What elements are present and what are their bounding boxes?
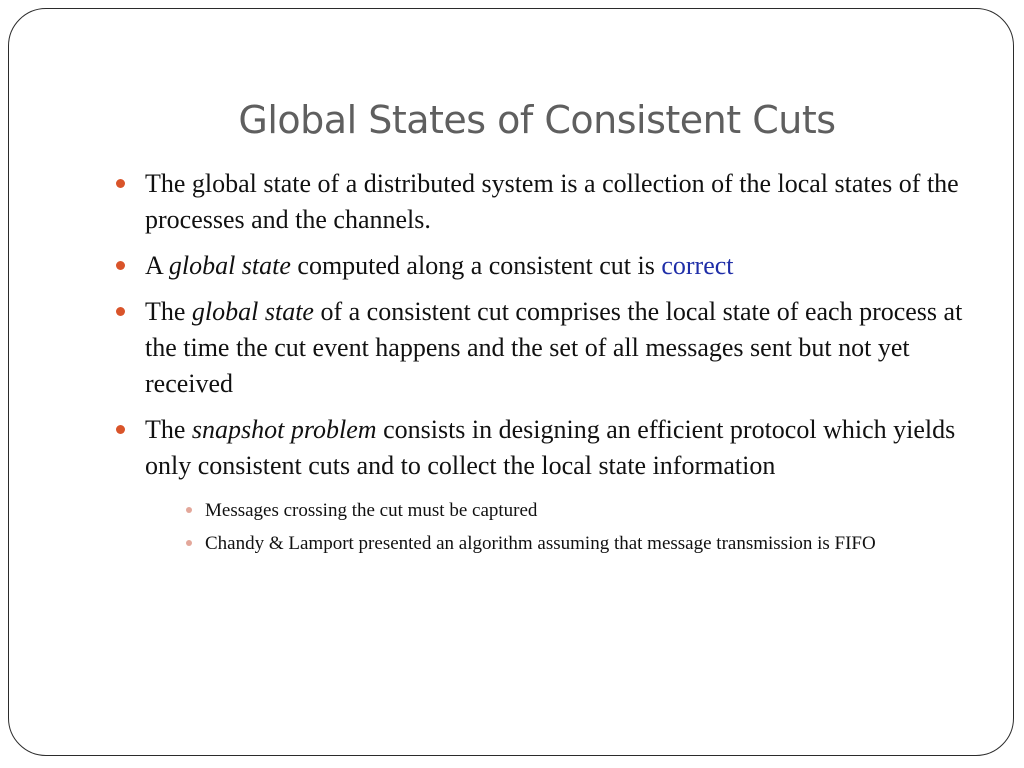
bullet-dot-icon — [116, 261, 125, 270]
bullet-text-part: computed along a consistent cut is — [290, 251, 662, 280]
bullet-item — [116, 248, 966, 284]
bullet-text-part: A — [145, 251, 169, 280]
bullet-dot-icon — [116, 307, 125, 316]
sub-bullet-text: Messages crossing the cut must be captured — [205, 500, 538, 521]
sub-bullet-dot-icon — [186, 540, 192, 546]
bullet-text-part: consists in designing an efficient protocol which yields only consistent cuts and to collect the local state information — [145, 415, 956, 480]
bullet-item — [116, 166, 966, 238]
sub-bullet-item — [186, 531, 966, 556]
bullet-dot-icon — [116, 179, 125, 188]
bullet-text: The global state of a distributed system is a collection of the local states of the processes and the channels. — [145, 169, 959, 234]
bullet-text-part: The — [145, 297, 192, 326]
bullet-item — [116, 412, 966, 484]
bullet-item — [116, 294, 966, 402]
bullet-dot-icon — [116, 425, 125, 434]
bullet-italic-term: global state — [168, 251, 291, 280]
slide-title: Global States of Consistent Cuts — [238, 98, 836, 142]
bullet-italic-term: global state — [191, 297, 314, 326]
highlighted-term: correct — [661, 251, 734, 280]
sub-bullet-item — [186, 498, 966, 523]
bullet-text-part: of a consistent cut comprises the local state of each process at the time the cut event happens and the set of all messages sent but not yet received — [145, 297, 963, 398]
sub-bullet-dot-icon — [186, 507, 192, 513]
slide-content — [116, 166, 966, 564]
bullet-text-part: The — [145, 415, 192, 444]
sub-bullet-list — [186, 498, 966, 556]
sub-bullet-text: Chandy & Lamport presented an algorithm assuming that message transmission is FIFO — [205, 533, 876, 554]
bullet-italic-term: snapshot problem — [191, 415, 377, 444]
